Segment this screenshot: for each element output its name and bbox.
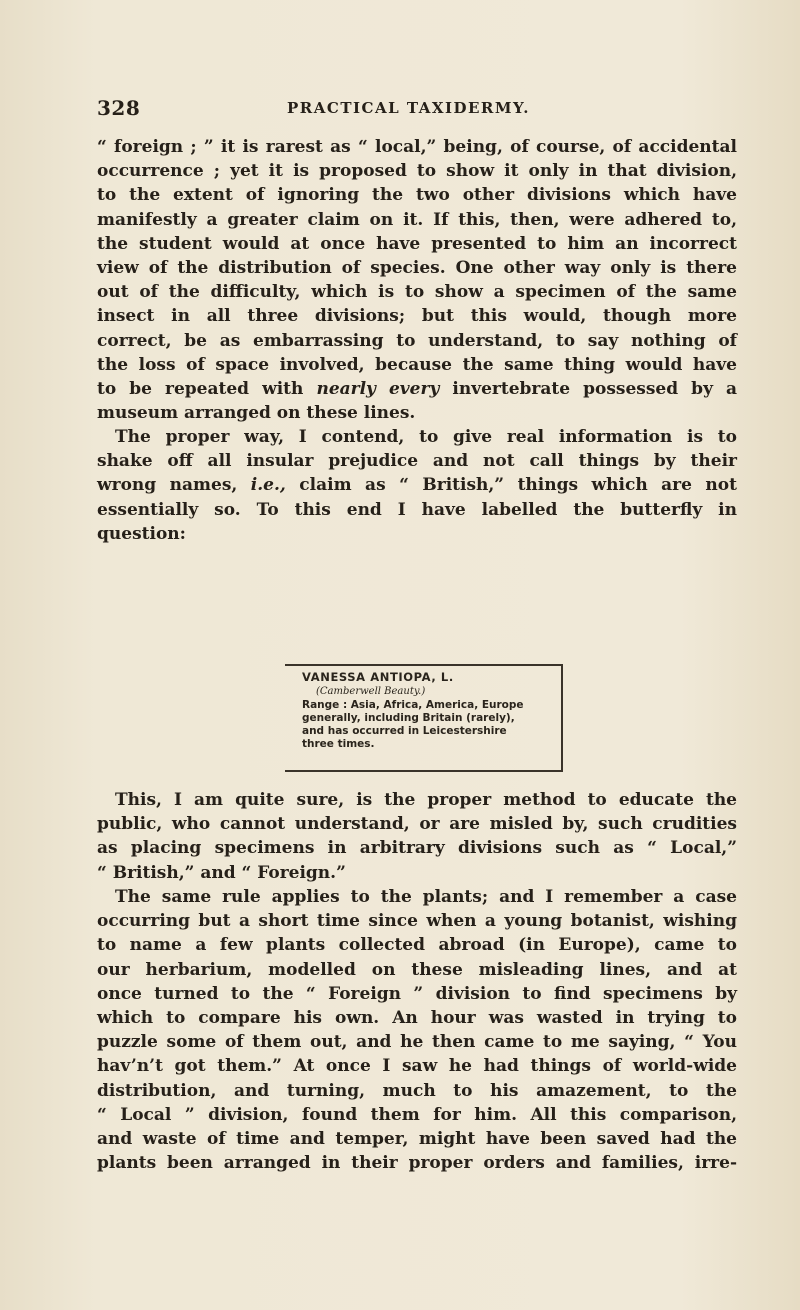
text-line: which to compare his own. An hour was wasted in trying to — [97, 1007, 737, 1028]
label-range-line: three times. — [302, 738, 375, 750]
text-line: hav’n’t got them.” At once I saw he had things of world-wide — [97, 1056, 737, 1077]
text-line: “ British,” and “ Foreign.” — [97, 862, 346, 883]
paragraph-proper-way — [97, 425, 737, 546]
text-line: out of the difficulty, which is to show a specimen of the same — [97, 282, 737, 303]
text-line: wrong names, i.e., claim as “ British,” things which are not — [97, 475, 737, 496]
text-line: as placing specimens in arbitrary divisions such as “ Local,” — [97, 838, 737, 859]
page-number: 328 — [97, 96, 141, 120]
text-line: the student would at once have presented to him an incorrect — [97, 233, 737, 254]
text-line: view of the distribution of species. One other way only is there — [97, 257, 737, 278]
text-line: and waste of time and temper, might have been saved had the — [97, 1128, 737, 1149]
label-common-name: (Camberwell Beauty.) — [316, 686, 426, 697]
text-line: to name a few plants collected abroad (in Europe), came to — [97, 935, 737, 956]
paragraph-continuation — [97, 135, 737, 425]
specimen-label — [285, 664, 563, 772]
text-line: museum arranged on these lines. — [97, 403, 416, 424]
text-line: shake off all insular prejudice and not call things by their — [97, 451, 737, 472]
page-header — [97, 96, 737, 122]
text-line: once turned to the “ Foreign ” division to find specimens by — [97, 983, 737, 1004]
text-line: the loss of space involved, because the same thing would have — [97, 354, 737, 375]
label-range-heading: Range : — [302, 699, 348, 711]
text-line: occurrence ; yet it is proposed to show it only in that division, — [97, 161, 737, 182]
label-range-line: and has occurred in Leicestershire — [302, 725, 507, 737]
text-line: “ Local ” division, found them for him. All this comparison, — [97, 1104, 737, 1125]
text-line: occurring but a short time since when a young botanist, wishing — [97, 911, 737, 932]
text-line: public, who cannot understand, or are misled by, such crudities — [97, 814, 737, 835]
text-line: This, I am quite sure, is the proper method to educate the — [115, 790, 737, 810]
text-line: manifestly a greater claim on it. If this, then, were adhered to, — [97, 209, 737, 230]
text-line: correct, be as embarrassing to understand, to say nothing of — [97, 330, 737, 351]
label-range-text: Asia, Africa, America, Europe — [350, 699, 524, 711]
text-line: our herbarium, modelled on these misleading lines, and at — [97, 959, 737, 980]
emphasis-text: nearly every — [316, 378, 440, 399]
paragraph-method — [97, 788, 737, 885]
text-line: insect in all three divisions; but this would, though more — [97, 306, 737, 327]
text-line: essentially so. To this end I have labelled the butterfly in — [97, 499, 737, 520]
paragraph-plants — [97, 885, 737, 1175]
running-head: PRACTICAL TAXIDERMY. — [287, 99, 530, 117]
text-line: to be repeated with nearly every invertebrate possessed by a — [97, 378, 738, 399]
text-line: plants been arranged in their proper orders and families, irre- — [97, 1153, 737, 1174]
text-line: distribution, and turning, much to his amazement, to the — [97, 1080, 737, 1101]
text-line: to the extent of ignoring the two other divisions which have — [97, 185, 737, 206]
text-line: The proper way, I contend, to give real information is to — [115, 427, 737, 447]
text-line: puzzle some of them out, and he then came to me saying, “ You — [97, 1032, 737, 1053]
label-species-name: VANESSA ANTIOPA, L. — [302, 670, 454, 684]
emphasis-text: i.e., — [250, 475, 286, 496]
label-range-line: generally, including Britain (rarely), — [302, 712, 515, 724]
label-range-line — [302, 699, 555, 712]
text-line: question: — [97, 523, 186, 544]
text-line: The same rule applies to the plants; and I remember a case — [115, 887, 737, 907]
text-line: “ foreign ; ” it is rarest as “ local,” being, of course, of accidental — [97, 137, 737, 157]
